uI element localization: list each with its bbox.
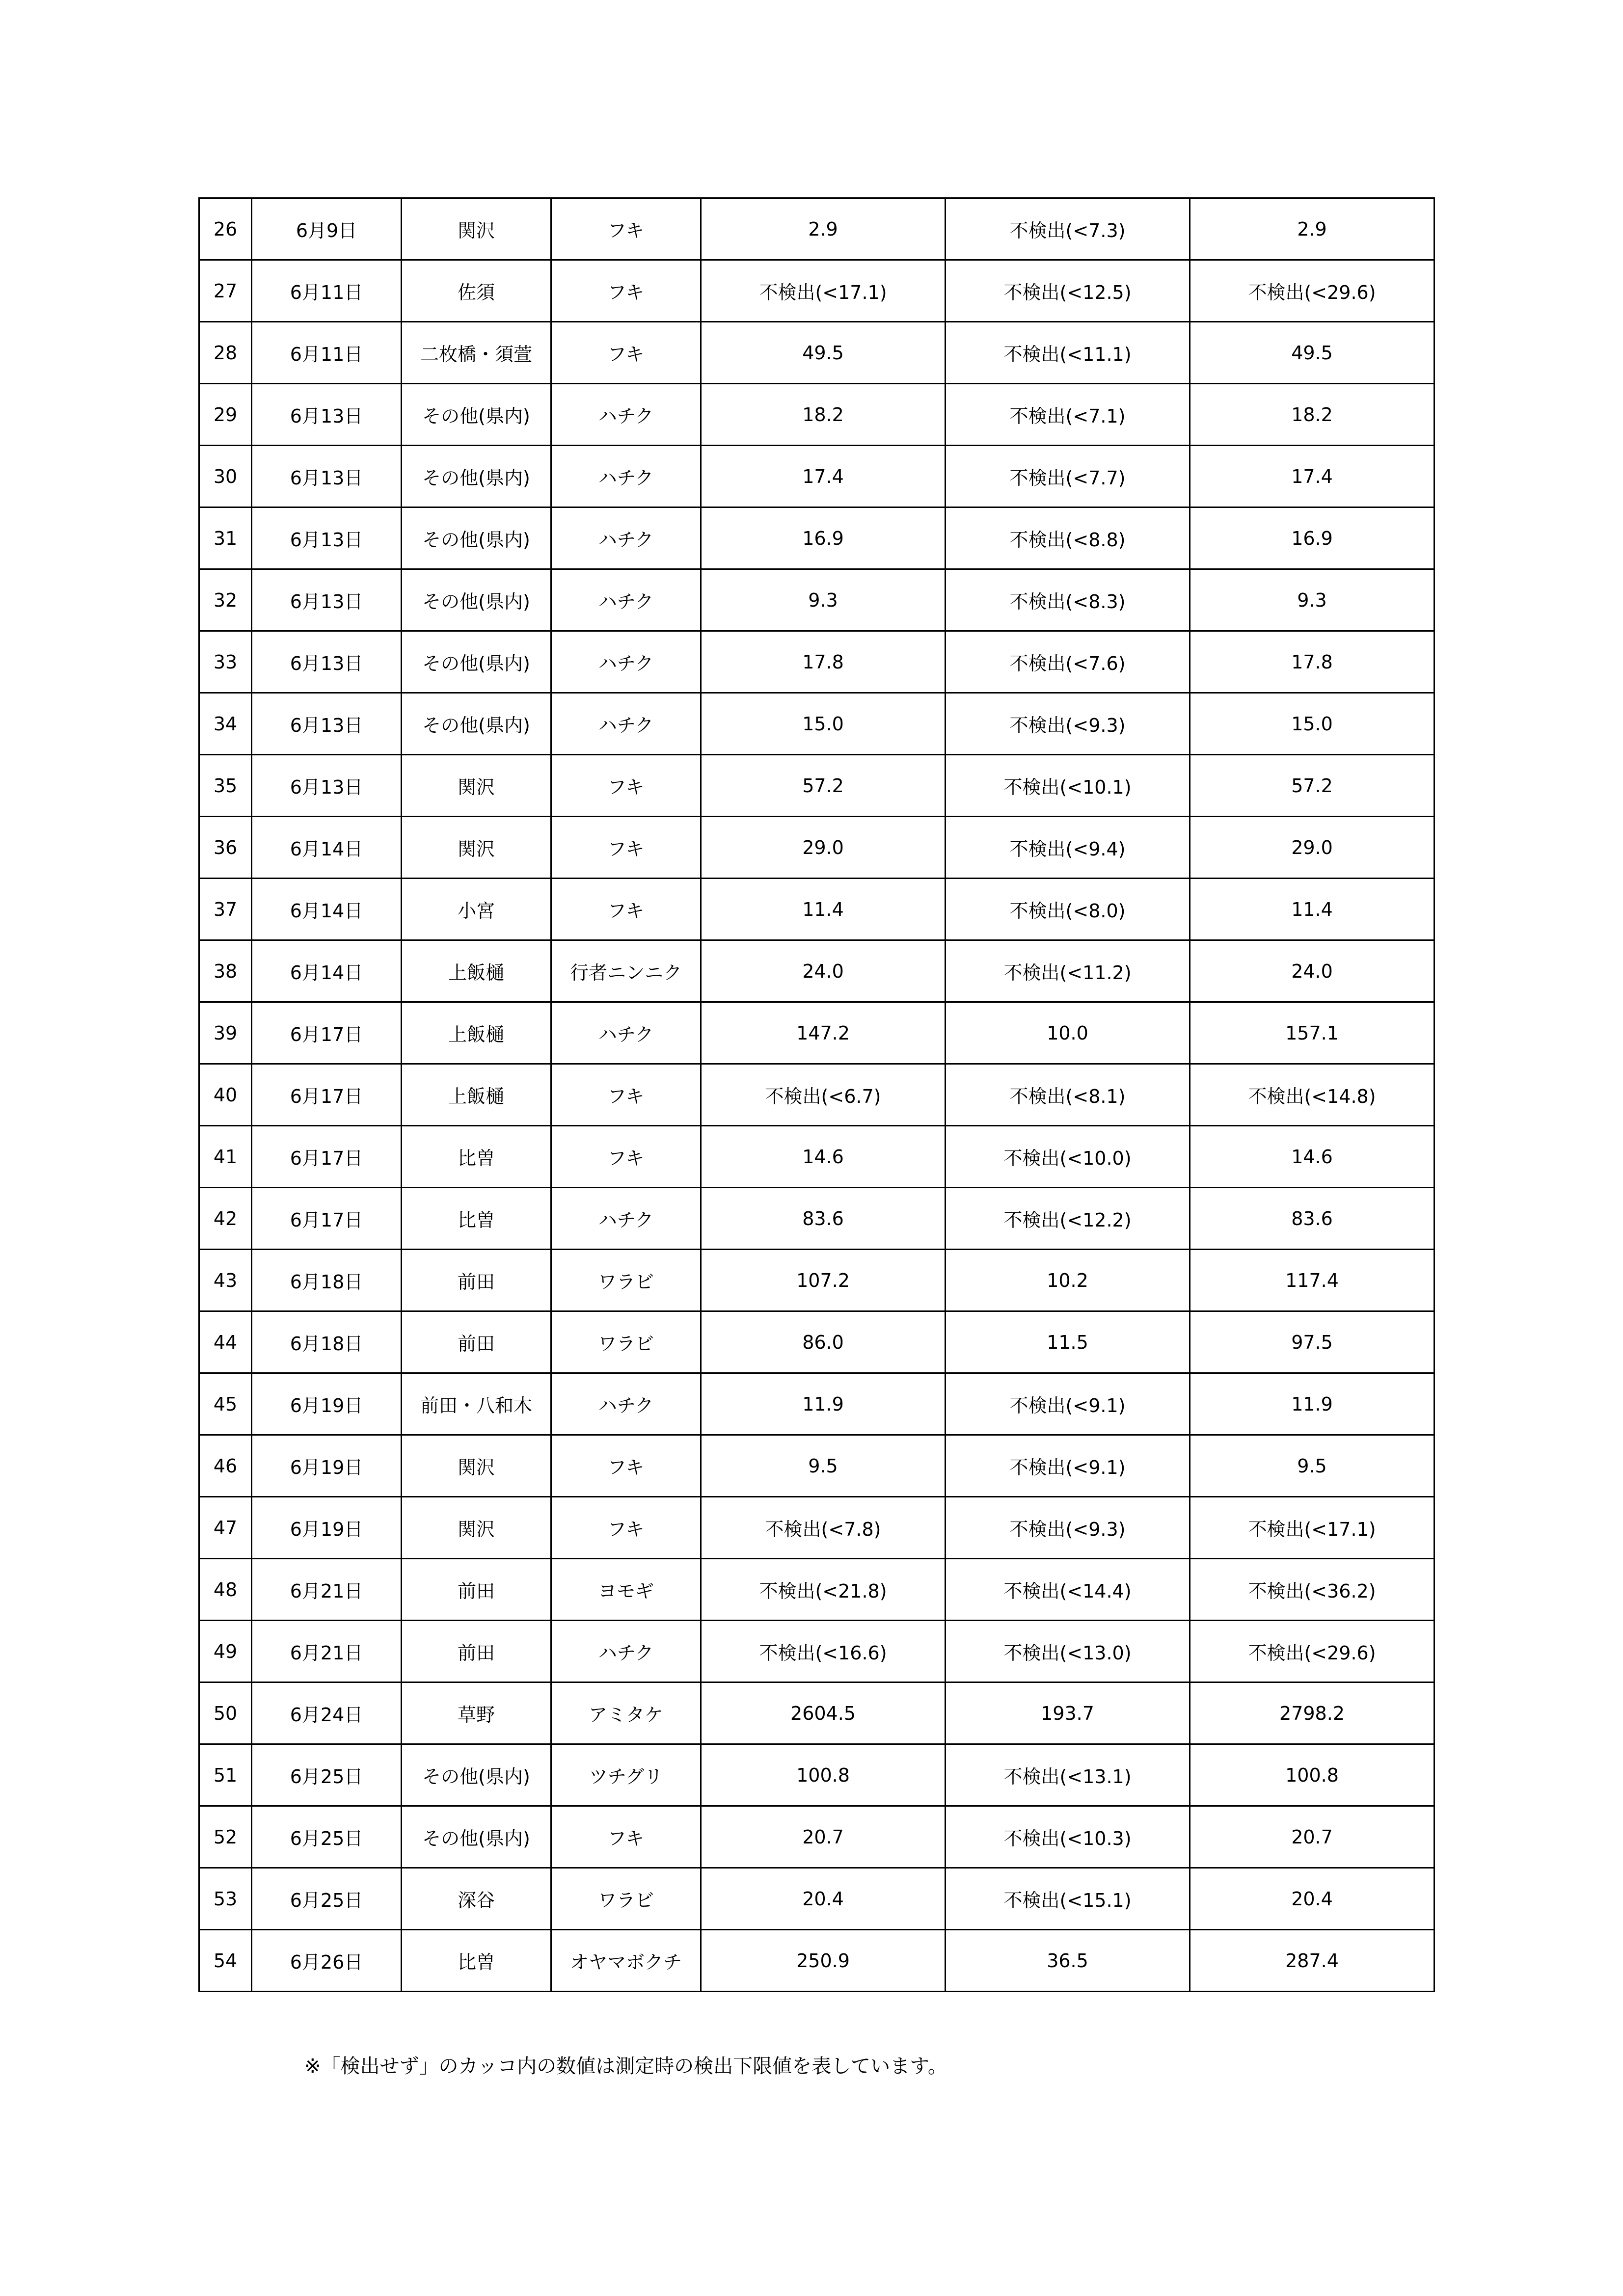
value-col7-cell: 117.4 (1190, 1250, 1434, 1311)
row-number-cell: 35 (199, 755, 252, 817)
location-cell: 関沢 (402, 1435, 551, 1497)
location-cell: 前田 (402, 1621, 551, 1682)
value-col5-cell: 250.9 (701, 1930, 946, 1992)
item-name-cell: フキ (551, 1435, 701, 1497)
table-row (199, 1930, 1434, 1992)
value-col5-cell: 86.0 (701, 1311, 946, 1373)
item-name-cell: ハチク (551, 1002, 701, 1064)
value-col5-cell: 18.2 (701, 384, 946, 446)
table-row (199, 507, 1434, 569)
location-cell: その他(県内) (402, 631, 551, 693)
location-cell: 草野 (402, 1682, 551, 1744)
value-col6-cell: 不検出(<8.1) (946, 1064, 1190, 1126)
value-col6-cell: 不検出(<9.1) (946, 1435, 1190, 1497)
table-body (199, 198, 1434, 1992)
value-col7-cell: 20.7 (1190, 1806, 1434, 1868)
location-cell: その他(県内) (402, 1744, 551, 1806)
location-cell: 関沢 (402, 198, 551, 260)
item-name-cell: ハチク (551, 631, 701, 693)
table-row (199, 384, 1434, 446)
table-row (199, 1682, 1434, 1744)
row-number-cell: 26 (199, 198, 252, 260)
item-name-cell: ハチク (551, 384, 701, 446)
table-row (199, 1559, 1434, 1621)
value-col6-cell: 不検出(<8.0) (946, 879, 1190, 940)
value-col7-cell: 157.1 (1190, 1002, 1434, 1064)
row-number-cell: 47 (199, 1497, 252, 1559)
value-col5-cell: 17.4 (701, 446, 946, 507)
location-cell: 二枚橋・須萱 (402, 322, 551, 384)
value-col6-cell: 不検出(<14.4) (946, 1559, 1190, 1621)
sample-date-cell: 6月13日 (252, 631, 402, 693)
value-col6-cell: 36.5 (946, 1930, 1190, 1992)
item-name-cell: ワラビ (551, 1311, 701, 1373)
value-col5-cell: 147.2 (701, 1002, 946, 1064)
sample-date-cell: 6月19日 (252, 1373, 402, 1435)
value-col7-cell: 15.0 (1190, 693, 1434, 755)
item-name-cell: ワラビ (551, 1868, 701, 1930)
location-cell: 前田 (402, 1311, 551, 1373)
sample-date-cell: 6月25日 (252, 1806, 402, 1868)
item-name-cell: フキ (551, 322, 701, 384)
item-name-cell: 行者ニンニク (551, 940, 701, 1002)
value-col7-cell: 不検出(<29.6) (1190, 1621, 1434, 1682)
sample-date-cell: 6月17日 (252, 1064, 402, 1126)
item-name-cell: ハチク (551, 1373, 701, 1435)
value-col7-cell: 14.6 (1190, 1126, 1434, 1188)
value-col6-cell: 不検出(<9.3) (946, 693, 1190, 755)
value-col7-cell: 57.2 (1190, 755, 1434, 817)
value-col5-cell: 不検出(<16.6) (701, 1621, 946, 1682)
sample-date-cell: 6月18日 (252, 1250, 402, 1311)
location-cell: 佐須 (402, 260, 551, 322)
table-row (199, 198, 1434, 260)
value-col6-cell: 不検出(<7.7) (946, 446, 1190, 507)
row-number-cell: 52 (199, 1806, 252, 1868)
location-cell: その他(県内) (402, 569, 551, 631)
value-col7-cell: 24.0 (1190, 940, 1434, 1002)
value-col7-cell: 29.0 (1190, 817, 1434, 879)
sample-date-cell: 6月25日 (252, 1868, 402, 1930)
item-name-cell: フキ (551, 1497, 701, 1559)
value-col5-cell: 17.8 (701, 631, 946, 693)
value-col6-cell: 不検出(<7.3) (946, 198, 1190, 260)
item-name-cell: オヤマボクチ (551, 1930, 701, 1992)
row-number-cell: 28 (199, 322, 252, 384)
value-col5-cell: 不検出(<7.8) (701, 1497, 946, 1559)
sample-date-cell: 6月19日 (252, 1497, 402, 1559)
table-row (199, 446, 1434, 507)
value-col6-cell: 不検出(<12.2) (946, 1188, 1190, 1250)
location-cell: その他(県内) (402, 507, 551, 569)
value-col5-cell: 16.9 (701, 507, 946, 569)
location-cell: 関沢 (402, 1497, 551, 1559)
sample-date-cell: 6月17日 (252, 1002, 402, 1064)
value-col7-cell: 16.9 (1190, 507, 1434, 569)
location-cell: 上飯樋 (402, 1064, 551, 1126)
row-number-cell: 53 (199, 1868, 252, 1930)
location-cell: 上飯樋 (402, 940, 551, 1002)
value-col5-cell: 15.0 (701, 693, 946, 755)
row-number-cell: 27 (199, 260, 252, 322)
sample-date-cell: 6月13日 (252, 446, 402, 507)
location-cell: 前田 (402, 1559, 551, 1621)
location-cell: その他(県内) (402, 693, 551, 755)
table-row (199, 1868, 1434, 1930)
sample-date-cell: 6月26日 (252, 1930, 402, 1992)
value-col6-cell: 不検出(<9.4) (946, 817, 1190, 879)
item-name-cell: ワラビ (551, 1250, 701, 1311)
row-number-cell: 31 (199, 507, 252, 569)
value-col7-cell: 100.8 (1190, 1744, 1434, 1806)
row-number-cell: 45 (199, 1373, 252, 1435)
value-col5-cell: 20.4 (701, 1868, 946, 1930)
table-row (199, 1250, 1434, 1311)
location-cell: 比曽 (402, 1930, 551, 1992)
value-col6-cell: 不検出(<15.1) (946, 1868, 1190, 1930)
sample-date-cell: 6月14日 (252, 879, 402, 940)
location-cell: 小宮 (402, 879, 551, 940)
value-col5-cell: 100.8 (701, 1744, 946, 1806)
table-row (199, 1806, 1434, 1868)
row-number-cell: 50 (199, 1682, 252, 1744)
row-number-cell: 54 (199, 1930, 252, 1992)
table-row (199, 755, 1434, 817)
location-cell: 前田・八和木 (402, 1373, 551, 1435)
value-col6-cell: 不検出(<8.8) (946, 507, 1190, 569)
row-number-cell: 51 (199, 1744, 252, 1806)
value-col7-cell: 2798.2 (1190, 1682, 1434, 1744)
row-number-cell: 48 (199, 1559, 252, 1621)
value-col5-cell: 29.0 (701, 817, 946, 879)
table-row (199, 1497, 1434, 1559)
value-col7-cell: 83.6 (1190, 1188, 1434, 1250)
sample-date-cell: 6月13日 (252, 755, 402, 817)
location-cell: 比曽 (402, 1188, 551, 1250)
location-cell: 関沢 (402, 755, 551, 817)
sample-date-cell: 6月14日 (252, 940, 402, 1002)
row-number-cell: 49 (199, 1621, 252, 1682)
value-col7-cell: 97.5 (1190, 1311, 1434, 1373)
value-col7-cell: 不検出(<14.8) (1190, 1064, 1434, 1126)
value-col7-cell: 不検出(<17.1) (1190, 1497, 1434, 1559)
value-col7-cell: 17.8 (1190, 631, 1434, 693)
value-col5-cell: 49.5 (701, 322, 946, 384)
value-col5-cell: 9.3 (701, 569, 946, 631)
value-col6-cell: 10.0 (946, 1002, 1190, 1064)
value-col5-cell: 11.4 (701, 879, 946, 940)
location-cell: 上飯樋 (402, 1002, 551, 1064)
item-name-cell: フキ (551, 260, 701, 322)
table-row (199, 260, 1434, 322)
location-cell: 前田 (402, 1250, 551, 1311)
item-name-cell: ハチク (551, 1188, 701, 1250)
table-row (199, 940, 1434, 1002)
sample-date-cell: 6月24日 (252, 1682, 402, 1744)
row-number-cell: 39 (199, 1002, 252, 1064)
row-number-cell: 46 (199, 1435, 252, 1497)
row-number-cell: 44 (199, 1311, 252, 1373)
table-row (199, 1188, 1434, 1250)
table-row (199, 1744, 1434, 1806)
value-col5-cell: 14.6 (701, 1126, 946, 1188)
sample-date-cell: 6月17日 (252, 1126, 402, 1188)
value-col6-cell: 193.7 (946, 1682, 1190, 1744)
value-col6-cell: 不検出(<13.1) (946, 1744, 1190, 1806)
value-col7-cell: 287.4 (1190, 1930, 1434, 1992)
item-name-cell: ハチク (551, 693, 701, 755)
value-col6-cell: 不検出(<7.1) (946, 384, 1190, 446)
sample-date-cell: 6月21日 (252, 1559, 402, 1621)
value-col5-cell: 不検出(<21.8) (701, 1559, 946, 1621)
value-col7-cell: 49.5 (1190, 322, 1434, 384)
value-col5-cell: 24.0 (701, 940, 946, 1002)
sample-date-cell: 6月18日 (252, 1311, 402, 1373)
item-name-cell: ハチク (551, 507, 701, 569)
table-row (199, 1002, 1434, 1064)
value-col6-cell: 不検出(<10.1) (946, 755, 1190, 817)
value-col7-cell: 17.4 (1190, 446, 1434, 507)
table-row (199, 1126, 1434, 1188)
table-row (199, 1311, 1434, 1373)
table-row (199, 1373, 1434, 1435)
sample-date-cell: 6月17日 (252, 1188, 402, 1250)
value-col7-cell: 不検出(<36.2) (1190, 1559, 1434, 1621)
value-col5-cell: 不検出(<17.1) (701, 260, 946, 322)
row-number-cell: 40 (199, 1064, 252, 1126)
value-col6-cell: 不検出(<12.5) (946, 260, 1190, 322)
row-number-cell: 29 (199, 384, 252, 446)
results-table (198, 197, 1435, 1992)
location-cell: 比曽 (402, 1126, 551, 1188)
table-row (199, 1621, 1434, 1682)
table-row (199, 1435, 1434, 1497)
value-col7-cell: 9.5 (1190, 1435, 1434, 1497)
row-number-cell: 32 (199, 569, 252, 631)
location-cell: 深谷 (402, 1868, 551, 1930)
item-name-cell: フキ (551, 755, 701, 817)
value-col6-cell: 不検出(<9.3) (946, 1497, 1190, 1559)
row-number-cell: 36 (199, 817, 252, 879)
value-col6-cell: 不検出(<13.0) (946, 1621, 1190, 1682)
value-col5-cell: 2.9 (701, 198, 946, 260)
sample-date-cell: 6月13日 (252, 507, 402, 569)
value-col5-cell: 9.5 (701, 1435, 946, 1497)
value-col6-cell: 11.5 (946, 1311, 1190, 1373)
sample-date-cell: 6月11日 (252, 322, 402, 384)
value-col7-cell: 11.9 (1190, 1373, 1434, 1435)
table-row (199, 569, 1434, 631)
value-col6-cell: 不検出(<11.1) (946, 322, 1190, 384)
item-name-cell: フキ (551, 1126, 701, 1188)
value-col5-cell: 107.2 (701, 1250, 946, 1311)
location-cell: その他(県内) (402, 1806, 551, 1868)
row-number-cell: 30 (199, 446, 252, 507)
item-name-cell: フキ (551, 1806, 701, 1868)
table-row (199, 817, 1434, 879)
value-col7-cell: 20.4 (1190, 1868, 1434, 1930)
sample-date-cell: 6月13日 (252, 569, 402, 631)
row-number-cell: 33 (199, 631, 252, 693)
item-name-cell: アミタケ (551, 1682, 701, 1744)
value-col5-cell: 11.9 (701, 1373, 946, 1435)
value-col6-cell: 不検出(<11.2) (946, 940, 1190, 1002)
value-col5-cell: 不検出(<6.7) (701, 1064, 946, 1126)
item-name-cell: ハチク (551, 1621, 701, 1682)
row-number-cell: 42 (199, 1188, 252, 1250)
value-col5-cell: 83.6 (701, 1188, 946, 1250)
sample-date-cell: 6月9日 (252, 198, 402, 260)
row-number-cell: 43 (199, 1250, 252, 1311)
value-col6-cell: 不検出(<7.6) (946, 631, 1190, 693)
sample-date-cell: 6月13日 (252, 693, 402, 755)
item-name-cell: ハチク (551, 569, 701, 631)
row-number-cell: 37 (199, 879, 252, 940)
item-name-cell: フキ (551, 1064, 701, 1126)
sample-date-cell: 6月14日 (252, 817, 402, 879)
location-cell: 関沢 (402, 817, 551, 879)
table-row (199, 1064, 1434, 1126)
value-col7-cell: 11.4 (1190, 879, 1434, 940)
value-col6-cell: 10.2 (946, 1250, 1190, 1311)
table-row (199, 322, 1434, 384)
value-col7-cell: 不検出(<29.6) (1190, 260, 1434, 322)
sample-date-cell: 6月21日 (252, 1621, 402, 1682)
sample-date-cell: 6月19日 (252, 1435, 402, 1497)
item-name-cell: ツチグリ (551, 1744, 701, 1806)
item-name-cell: ヨモギ (551, 1559, 701, 1621)
table-row (199, 879, 1434, 940)
table-row (199, 693, 1434, 755)
row-number-cell: 34 (199, 693, 252, 755)
location-cell: その他(県内) (402, 384, 551, 446)
value-col6-cell: 不検出(<8.3) (946, 569, 1190, 631)
value-col7-cell: 18.2 (1190, 384, 1434, 446)
location-cell: その他(県内) (402, 446, 551, 507)
item-name-cell: フキ (551, 817, 701, 879)
value-col5-cell: 2604.5 (701, 1682, 946, 1744)
value-col6-cell: 不検出(<9.1) (946, 1373, 1190, 1435)
sample-date-cell: 6月11日 (252, 260, 402, 322)
value-col6-cell: 不検出(<10.3) (946, 1806, 1190, 1868)
sample-date-cell: 6月13日 (252, 384, 402, 446)
row-number-cell: 38 (199, 940, 252, 1002)
value-col7-cell: 9.3 (1190, 569, 1434, 631)
value-col7-cell: 2.9 (1190, 198, 1434, 260)
row-number-cell: 41 (199, 1126, 252, 1188)
table-row (199, 631, 1434, 693)
value-col5-cell: 20.7 (701, 1806, 946, 1868)
footnote: ※「検出せず」のカッコ内の数値は測定時の検出下限値を表しています。 (304, 2055, 947, 2078)
item-name-cell: フキ (551, 879, 701, 940)
sample-date-cell: 6月25日 (252, 1744, 402, 1806)
item-name-cell: フキ (551, 198, 701, 260)
value-col6-cell: 不検出(<10.0) (946, 1126, 1190, 1188)
value-col5-cell: 57.2 (701, 755, 946, 817)
item-name-cell: ハチク (551, 446, 701, 507)
